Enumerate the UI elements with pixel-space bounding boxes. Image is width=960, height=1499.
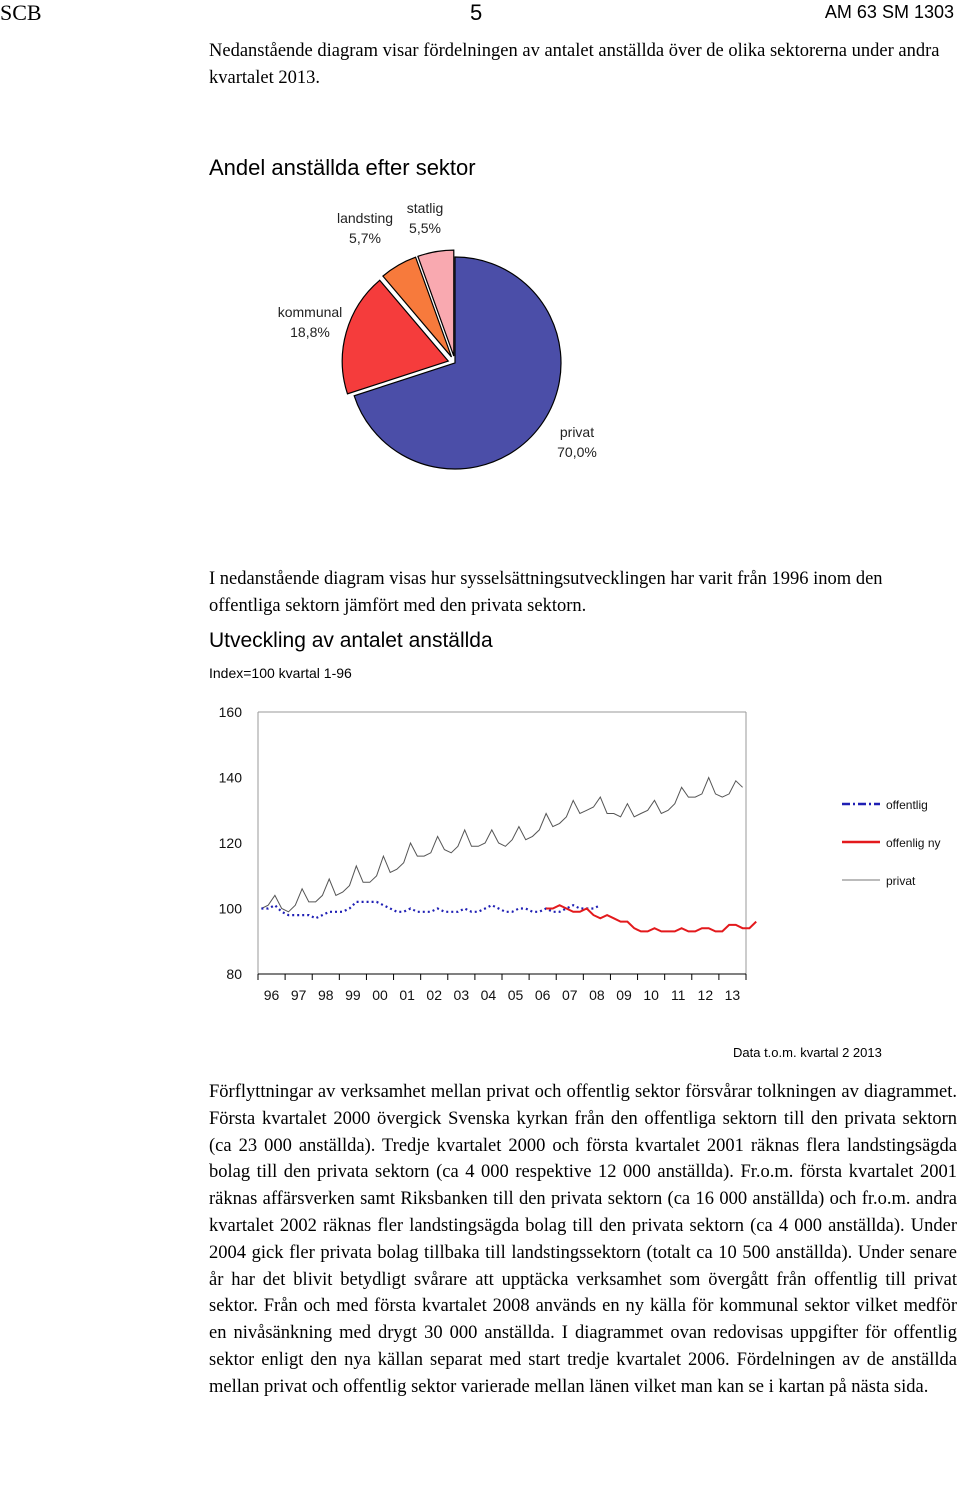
x-tick-label: 07 [561,987,578,1003]
data-footnote: Data t.o.m. kvartal 2 2013 [733,1045,882,1060]
x-tick-label: 05 [507,987,524,1003]
pie-label-landsting-name: landsting [336,210,394,226]
pie-label-kommunal-value: 18,8% [290,324,330,340]
x-tick-label: 00 [372,987,388,1003]
pie-label-privat-name: privat [559,424,595,440]
x-tick-label: 11 [670,987,686,1003]
line-chart [0,690,960,1010]
y-tick-label: 120 [218,835,242,851]
y-tick-label: 80 [226,966,242,982]
pie-label-privat [537,422,617,462]
x-tick-label: 01 [399,987,415,1003]
pie-chart-title: Andel anställda efter sektor [209,155,476,180]
x-tick-label: 99 [345,987,361,1003]
x-tick-label: 06 [534,987,551,1003]
pie-label-privat-value: 70,0% [557,444,597,460]
x-tick-label: 03 [453,987,470,1003]
legend-label-privat: privat [886,874,916,888]
series-line-privat [261,778,742,912]
legend-label-offenlig-ny: offenlig ny [886,836,941,850]
line-chart-title: Utveckling av antalet anställda [209,629,493,652]
x-tick-label: 09 [616,987,632,1003]
pie-chart [0,0,960,560]
x-tick-label: 02 [426,987,443,1003]
body-paragraph: Förflyttningar av verksamhet mellan privat och offentlig sektor försvårar tolkningen av diagrammet. Första kvartalet 2000 övergick Svenska kyrkan från den offentliga sektorn till den privata sektorn (ca 23 000 anställda). Tredje kvartalet 2000 och första kvartalet 2001 räknas flera landstingsägda bolag till den privata sektorn (ca 4 000 respektive 12 000 anställda). Fr.o.m. första kvartalet 2001 räknas affärsverken samt Riksbanken till den privata sektorn (ca 16 000 anställda) och fr.o.m. andra kvartalet 2002 räknas fler landstingsägda bolag till den privata sektorn (ca 4 000 anställda). Under 2004 gick fler privata bolag tillbaka till landstingssektorn (totalt ca 10 500 anställda). Under senare år har det blivit betydligt svårare att upptäcka verksamhet som övergått från offentlig till privat sektor. Från och med första kvartalet 2008 används en ny källa för kommunal sektor vilket medför en nivåsänkning med drygt 30 000 anställda. I diagrammet ovan redovisas uppgifter för offentlig sektor enligt den nya källan separat med start tredje kvartalet 2006. Fördelningen av de anställda mellan privat och offentlig sektor varierade mellan länen vilket man kan se i kartan på nästa sida. [209,1082,957,1397]
series-line-offentlig [261,902,600,918]
x-tick-label: 13 [724,987,741,1003]
pie-label-statlig [390,198,460,238]
y-tick-label: 100 [218,900,242,917]
page-number: 5 [470,0,483,25]
y-tick-label: 140 [218,769,242,786]
x-tick-label: 98 [317,987,334,1003]
legend-label-offentlig: offentlig [886,798,928,812]
pie-label-kommunal-name: kommunal [277,304,343,320]
x-tick-label: 12 [697,987,714,1003]
line-chart-subtitle: Index=100 kvartal 1-96 [209,665,352,681]
second-paragraph: I nedanstående diagram visas hur sysselsättningsutvecklingen har varit från 1996 inom den offentliga sektorn jämfört med den privata sektorn. [209,569,883,616]
header-left: SCB [0,0,42,25]
series-line-offenlig-ny [546,905,756,931]
x-tick-label: 97 [290,987,307,1003]
pie-label-statlig-value: 5,5% [409,220,441,236]
intro-paragraph: Nedanstående diagram visar fördelningen av antalet anställda över de olika sektorerna under andra kvartalet 2013. [209,41,940,88]
y-tick-label: 160 [218,704,242,720]
x-tick-label: 96 [263,987,280,1003]
pie-label-kommunal [270,302,350,342]
x-tick-label: 08 [589,987,605,1003]
pie-label-landsting-value: 5,7% [349,230,381,246]
x-tick-label: 04 [480,987,497,1003]
pie-label-statlig-name: statlig [406,200,444,216]
x-tick-label: 10 [643,987,659,1003]
header-right: AM 63 SM 1303 [824,2,954,22]
